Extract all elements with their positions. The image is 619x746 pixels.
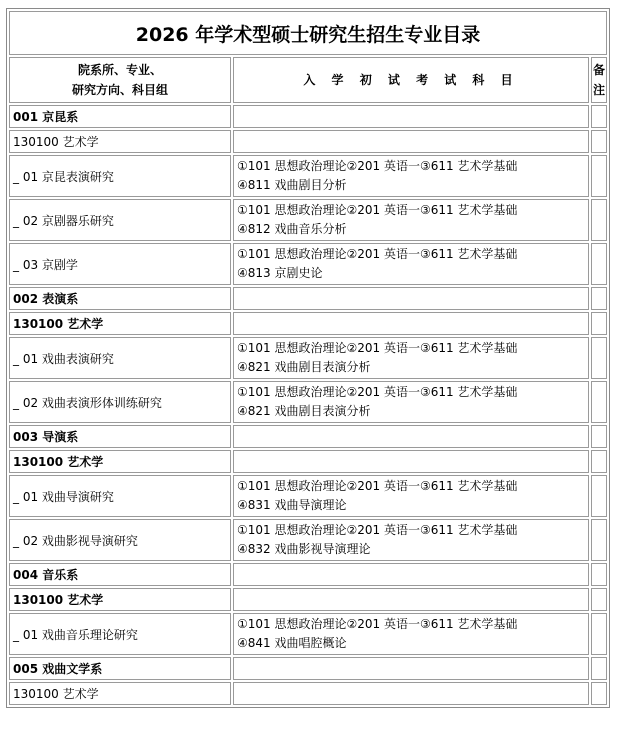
- major-row: [9, 450, 607, 473]
- remarks-cell: [591, 155, 607, 197]
- major-name: 130100 艺术学: [9, 312, 231, 335]
- remarks-cell: [591, 287, 607, 310]
- major-row: [9, 130, 607, 153]
- research-direction-name: _ 01 戏曲表演研究: [9, 337, 231, 379]
- research-direction-name: _ 01 京昆表演研究: [9, 155, 231, 197]
- research-direction-name: _ 02 京剧器乐研究: [9, 199, 231, 241]
- research-direction-name: _ 03 京剧学: [9, 243, 231, 285]
- exam-subjects-line1: ①101 思想政治理论②201 英语一③611 艺术学基础: [237, 523, 518, 537]
- department-name: 004 音乐系: [9, 563, 231, 586]
- exam-subjects: [233, 337, 589, 379]
- exam-subjects-line1: ①101 思想政治理论②201 英语一③611 艺术学基础: [237, 617, 518, 631]
- research-direction-name: _ 01 戏曲导演研究: [9, 475, 231, 517]
- exam-cell-empty: [233, 563, 589, 586]
- header-remarks-line2: 注: [592, 83, 605, 97]
- department-row: [9, 287, 607, 310]
- research-direction-row: [9, 155, 607, 197]
- remarks-cell: [591, 475, 607, 517]
- exam-subjects-line2: ④832 戏曲影视导演理论: [237, 542, 371, 556]
- remarks-cell: [591, 450, 607, 473]
- department-name: 003 导演系: [9, 425, 231, 448]
- exam-subjects-line2: ④811 戏曲剧目分析: [237, 178, 347, 192]
- research-direction-name: _ 02 戏曲表演形体训练研究: [9, 381, 231, 423]
- header-department-line2: 研究方向、科目组: [71, 83, 168, 97]
- department-row: [9, 657, 607, 680]
- exam-cell-empty: [233, 657, 589, 680]
- header-department-column: [9, 57, 231, 103]
- department-name: 005 戏曲文学系: [9, 657, 231, 680]
- exam-subjects: [233, 155, 589, 197]
- research-direction-name: _ 02 戏曲影视导演研究: [9, 519, 231, 561]
- exam-subjects: [233, 475, 589, 517]
- research-direction-row: [9, 613, 607, 655]
- research-direction-row: [9, 475, 607, 517]
- exam-subjects: [233, 381, 589, 423]
- department-name: 002 表演系: [9, 287, 231, 310]
- exam-subjects-line1: ①101 思想政治理论②201 英语一③611 艺术学基础: [237, 479, 518, 493]
- exam-subjects: [233, 613, 589, 655]
- major-name: 130100 艺术学: [9, 682, 231, 705]
- catalog-document: [6, 8, 610, 708]
- remarks-cell: [591, 519, 607, 561]
- research-direction-row: [9, 199, 607, 241]
- remarks-cell: [591, 682, 607, 705]
- exam-subjects-line2: ④821 戏曲剧目表演分析: [237, 360, 371, 374]
- remarks-cell: [591, 312, 607, 335]
- exam-cell-empty: [233, 312, 589, 335]
- exam-subjects-line2: ④813 京剧史论: [237, 266, 323, 280]
- exam-subjects-line2: ④821 戏曲剧目表演分析: [237, 404, 371, 418]
- exam-subjects-line1: ①101 思想政治理论②201 英语一③611 艺术学基础: [237, 203, 518, 217]
- remarks-cell: [591, 613, 607, 655]
- header-exam-column: 入 学 初 试 考 试 科 目: [233, 57, 589, 103]
- major-row: [9, 588, 607, 611]
- header-row: [9, 57, 607, 103]
- exam-subjects-line2: ④841 戏曲唱腔概论: [237, 636, 347, 650]
- exam-subjects-line1: ①101 思想政治理论②201 英语一③611 艺术学基础: [237, 341, 518, 355]
- department-row: [9, 563, 607, 586]
- remarks-cell: [591, 588, 607, 611]
- research-direction-row: [9, 519, 607, 561]
- exam-subjects-line2: ④831 戏曲导演理论: [237, 498, 347, 512]
- exam-subjects-line1: ①101 思想政治理论②201 英语一③611 艺术学基础: [237, 159, 518, 173]
- remarks-cell: [591, 199, 607, 241]
- header-department-line1: 院系所、专业、: [77, 63, 162, 77]
- remarks-cell: [591, 425, 607, 448]
- research-direction-row: [9, 381, 607, 423]
- exam-cell-empty: [233, 588, 589, 611]
- major-row: [9, 312, 607, 335]
- exam-subjects-line1: ①101 思想政治理论②201 英语一③611 艺术学基础: [237, 247, 518, 261]
- exam-cell-empty: [233, 287, 589, 310]
- remarks-cell: [591, 243, 607, 285]
- department-row: [9, 425, 607, 448]
- catalog-table: [6, 8, 610, 708]
- exam-cell-empty: [233, 130, 589, 153]
- remarks-cell: [591, 563, 607, 586]
- major-name: 130100 艺术学: [9, 130, 231, 153]
- header-remarks-column: [591, 57, 607, 103]
- research-direction-row: [9, 337, 607, 379]
- remarks-cell: [591, 657, 607, 680]
- exam-subjects-line2: ④812 戏曲音乐分析: [237, 222, 347, 236]
- header-remarks-line1: 备: [592, 63, 605, 77]
- remarks-cell: [591, 105, 607, 128]
- exam-cell-empty: [233, 450, 589, 473]
- exam-cell-empty: [233, 105, 589, 128]
- remarks-cell: [591, 381, 607, 423]
- exam-subjects: [233, 243, 589, 285]
- remarks-cell: [591, 337, 607, 379]
- exam-subjects-line1: ①101 思想政治理论②201 英语一③611 艺术学基础: [237, 385, 518, 399]
- remarks-cell: [591, 130, 607, 153]
- exam-cell-empty: [233, 682, 589, 705]
- research-direction-name: _ 01 戏曲音乐理论研究: [9, 613, 231, 655]
- exam-cell-empty: [233, 425, 589, 448]
- major-name: 130100 艺术学: [9, 588, 231, 611]
- title-row: [9, 11, 607, 55]
- department-name: 001 京昆系: [9, 105, 231, 128]
- exam-subjects: [233, 199, 589, 241]
- document-title: 2026 年学术型硕士研究生招生专业目录: [9, 11, 607, 55]
- department-row: [9, 105, 607, 128]
- major-name: 130100 艺术学: [9, 450, 231, 473]
- exam-subjects: [233, 519, 589, 561]
- research-direction-row: [9, 243, 607, 285]
- major-row: [9, 682, 607, 705]
